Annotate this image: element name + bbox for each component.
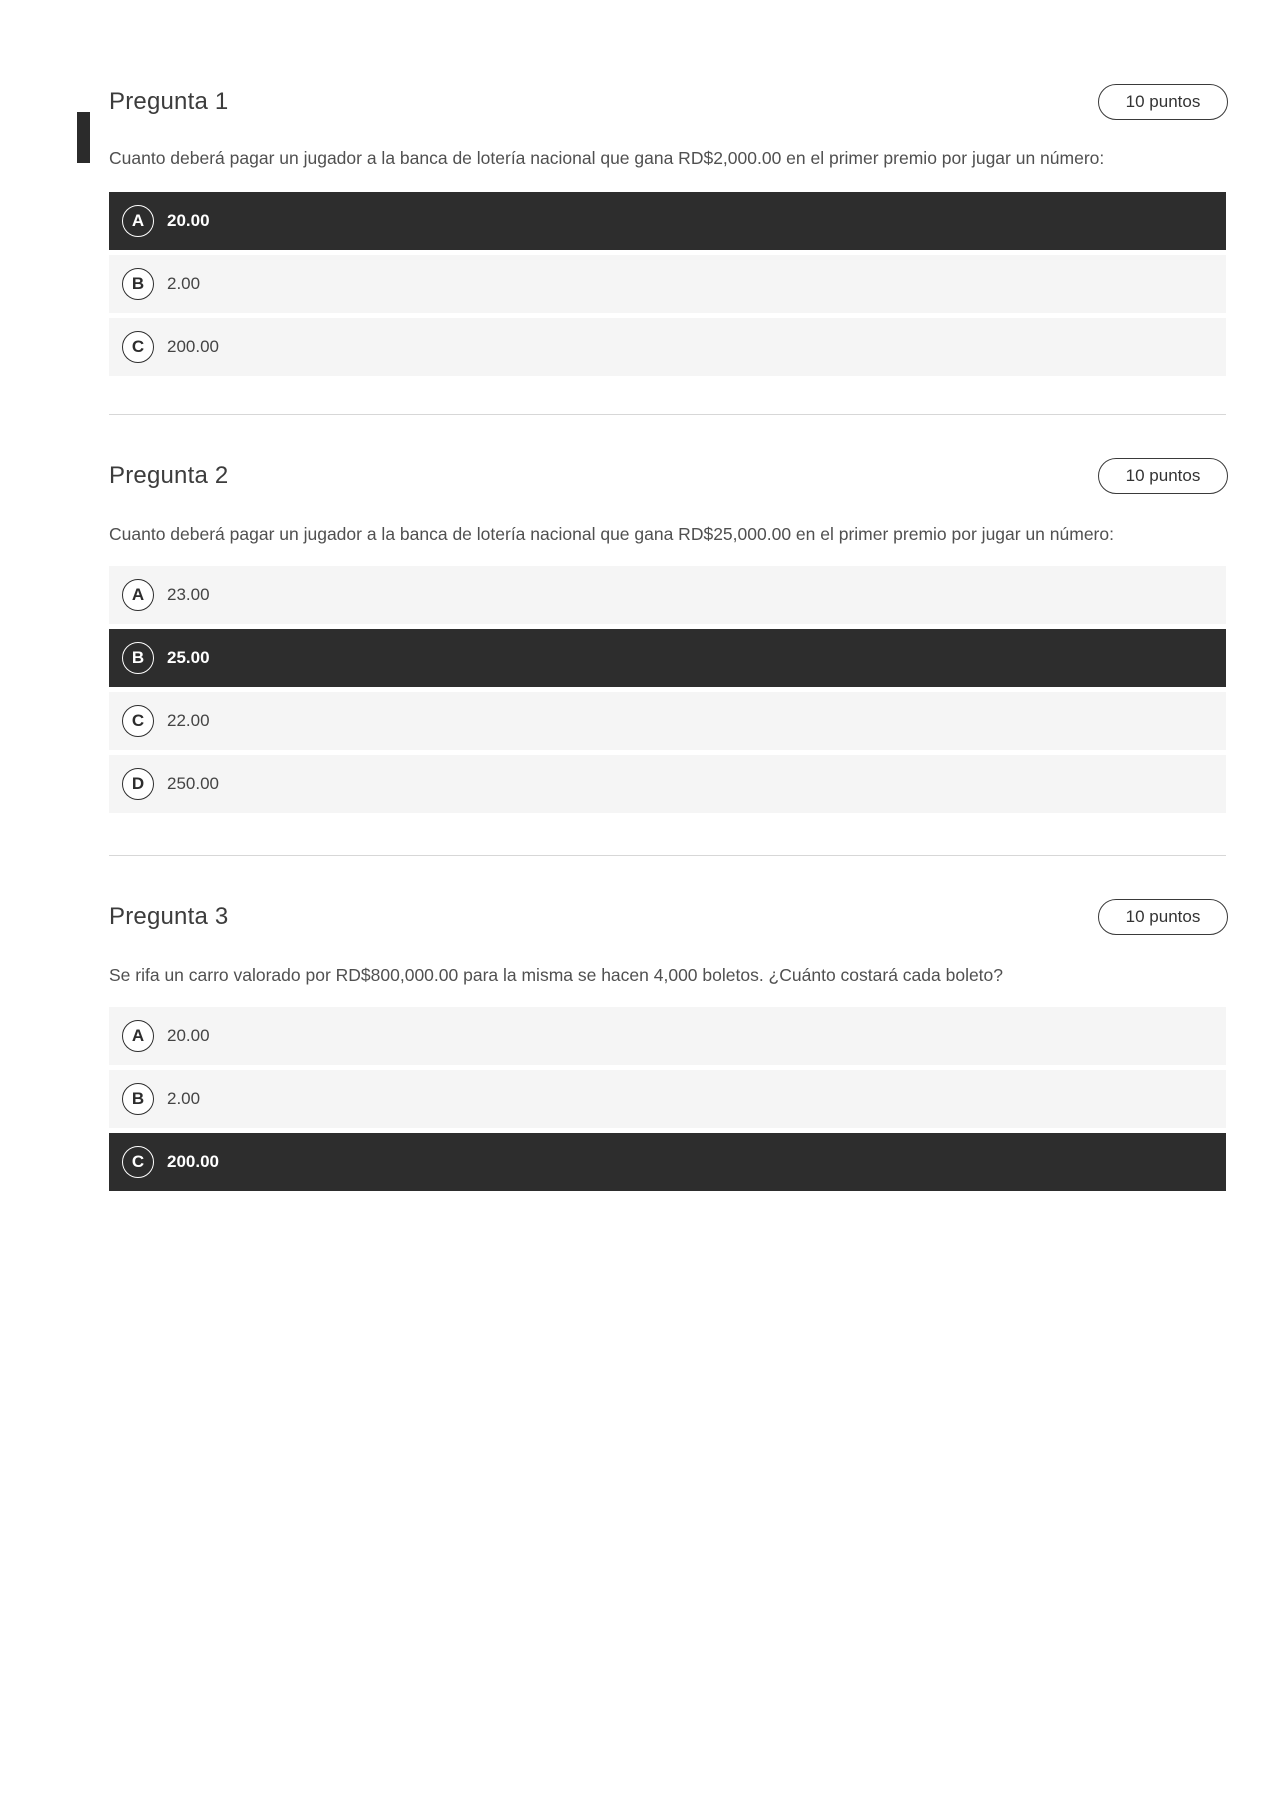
option-letter-badge: A	[122, 205, 154, 237]
answer-option-a[interactable]	[109, 566, 1226, 624]
answer-option-c[interactable]	[109, 692, 1226, 750]
option-letter-badge: A	[122, 1020, 154, 1052]
option-letter-badge: A	[122, 579, 154, 611]
option-letter-badge: C	[122, 1146, 154, 1178]
answer-option-b[interactable]	[109, 255, 1226, 313]
question-text: Cuanto deberá pagar un jugador a la banca de lotería nacional que gana RD$25,000.00 en el primer premio por jugar un número:	[109, 524, 1114, 544]
question-text: Se rifa un carro valorado por RD$800,000.00 para la misma se hacen 4,000 boletos. ¿Cuánto costará cada boleto?	[109, 965, 1004, 985]
question-title: Pregunta 3	[109, 903, 229, 930]
answer-option-c[interactable]	[109, 1133, 1226, 1191]
answer-option-d[interactable]	[109, 755, 1226, 813]
option-text: 200.00	[167, 337, 219, 356]
option-letter-badge: B	[122, 642, 154, 674]
answer-options	[109, 566, 1226, 813]
current-question-marker	[77, 112, 90, 163]
option-letter-badge: C	[122, 705, 154, 737]
question-title: Pregunta 2	[109, 462, 229, 489]
answer-option-b[interactable]	[109, 629, 1226, 687]
question-3	[109, 897, 1226, 1191]
option-letter-badge: C	[122, 331, 154, 363]
option-letter-badge: B	[122, 268, 154, 300]
question-2	[109, 456, 1226, 813]
option-letter-badge: B	[122, 1083, 154, 1115]
answer-options	[109, 1007, 1226, 1191]
answer-option-b[interactable]	[109, 1070, 1226, 1128]
points-badge: 10 puntos	[1098, 899, 1228, 935]
option-text: 250.00	[167, 774, 219, 793]
answer-options	[109, 192, 1226, 376]
option-text: 22.00	[167, 711, 210, 730]
option-text: 200.00	[167, 1152, 219, 1171]
question-title: Pregunta 1	[109, 88, 229, 115]
answer-option-c[interactable]	[109, 318, 1226, 376]
option-text: 2.00	[167, 1089, 201, 1108]
question-1	[109, 82, 1226, 376]
points-badge: 10 puntos	[1098, 84, 1228, 120]
question-divider	[109, 414, 1226, 415]
option-text: 20.00	[167, 211, 210, 230]
question-header	[109, 456, 1226, 496]
quiz-container	[109, 0, 1226, 1196]
answer-option-a[interactable]	[109, 1007, 1226, 1065]
option-text: 20.00	[167, 1026, 210, 1045]
option-text: 2.00	[167, 274, 201, 293]
points-badge: 10 puntos	[1098, 458, 1228, 494]
question-divider	[109, 855, 1226, 856]
question-text: Cuanto deberá pagar un jugador a la banca de lotería nacional que gana RD$2,000.00 en el primer premio por jugar un número:	[109, 148, 1105, 168]
option-letter-badge: D	[122, 768, 154, 800]
option-text: 23.00	[167, 585, 210, 604]
question-header	[109, 82, 1226, 122]
answer-option-a[interactable]	[109, 192, 1226, 250]
question-header	[109, 897, 1226, 937]
option-text: 25.00	[167, 648, 210, 667]
